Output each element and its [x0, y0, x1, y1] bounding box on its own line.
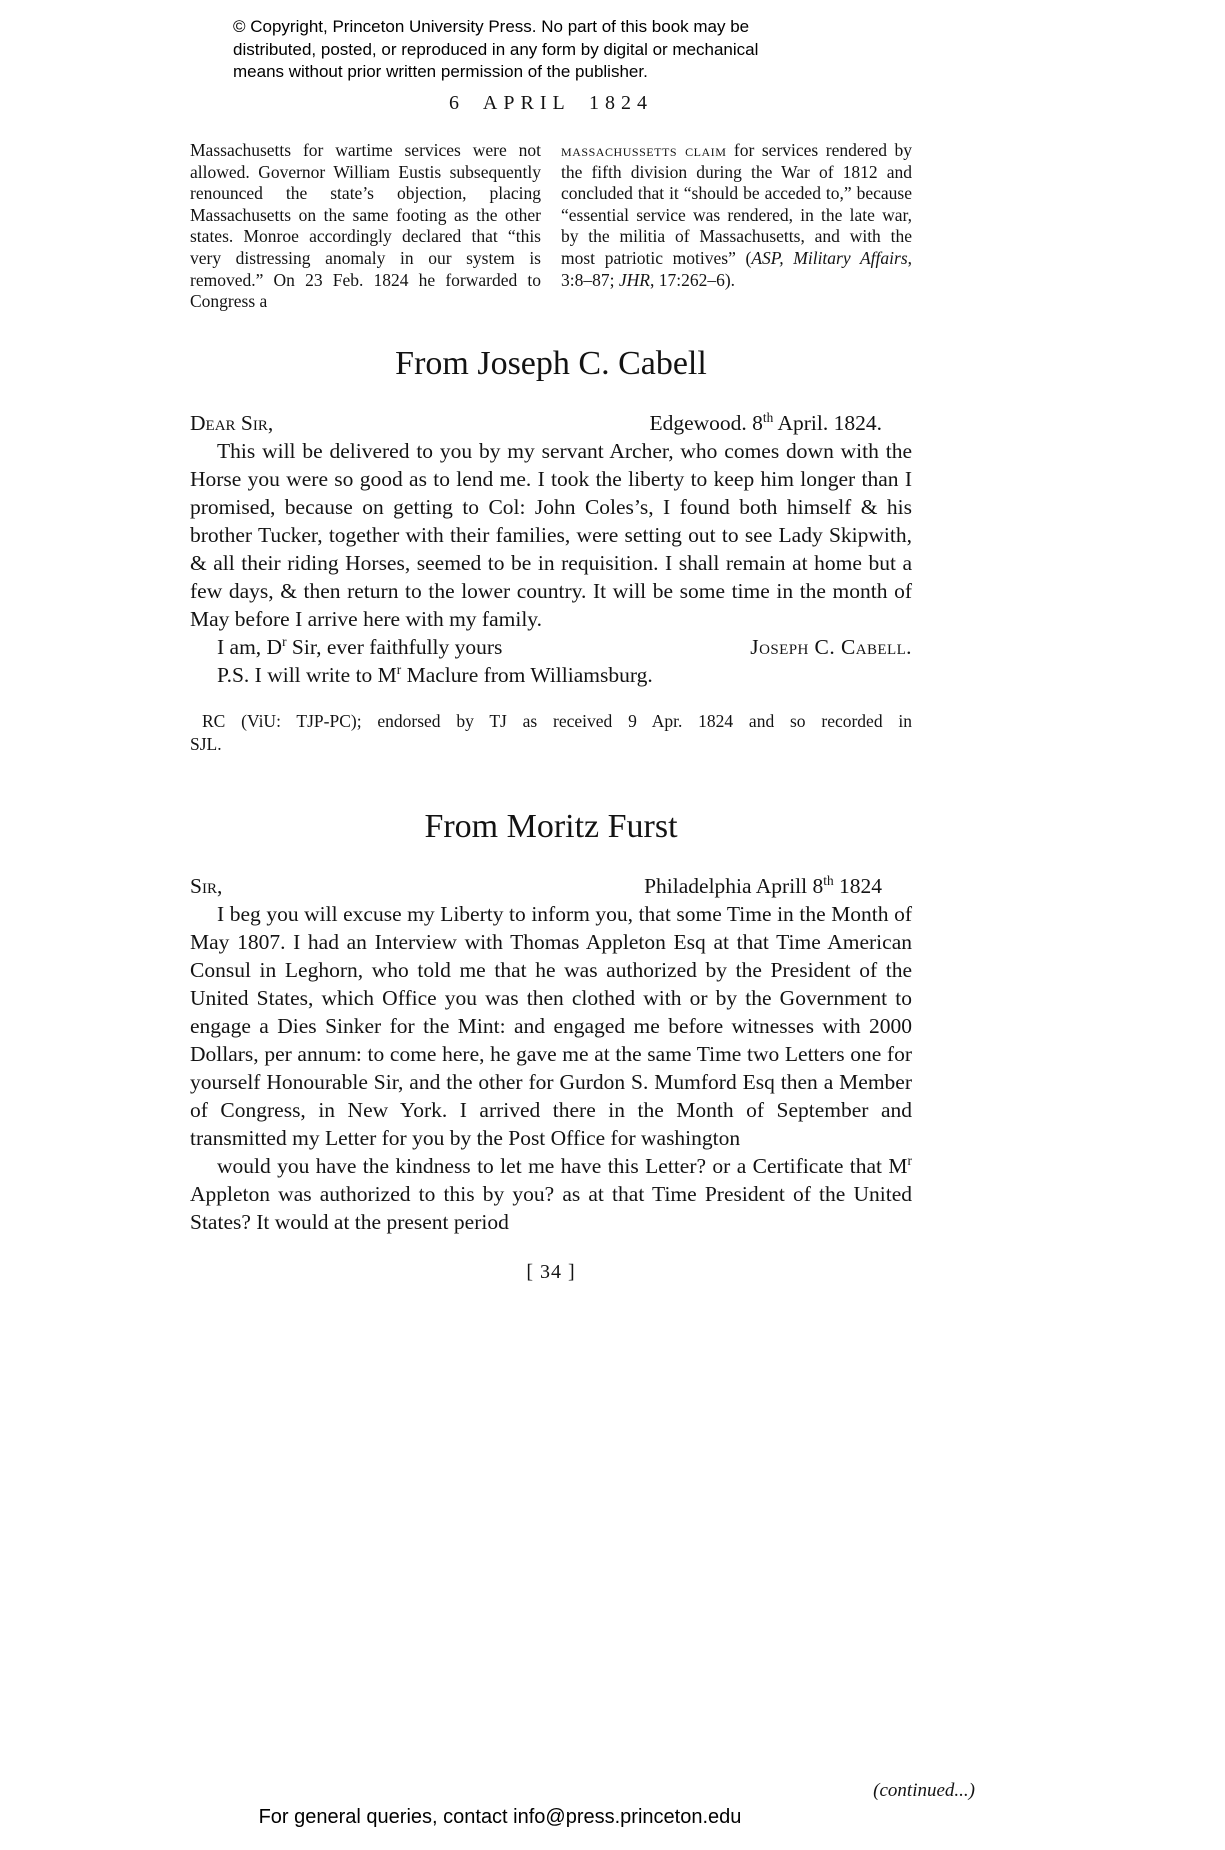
citation-italic: JHR	[618, 269, 650, 290]
page-number: [ 34 ]	[526, 1260, 576, 1283]
furst-salutation-line	[190, 872, 912, 900]
copyright-notice	[233, 16, 758, 84]
cabell-postscript: P.S. I will write to $M^r$ Maclure from Williamsburg.	[217, 661, 653, 687]
annotation-columns	[190, 140, 912, 313]
salutation: Sir,	[190, 873, 223, 898]
dateline: Edgewood. 8th April. 1824.	[649, 409, 882, 435]
ordinal-superscript: r	[396, 661, 402, 677]
closing-phrase: I am, $D^r$ Sir, ever faithfully yours	[217, 633, 503, 659]
annotation-text: , 17:262–6).	[649, 269, 736, 290]
cabell-salutation-line	[190, 409, 912, 437]
provenance-line: SJL.	[190, 733, 222, 754]
furst-letter-body: I beg you will excuse my Liberty to inform you, that some Time in the Month of May 1807. I had an Interview with Thomas Appleton Esq at that Time American Consul in Leghorn, who told me that he was authorized by the President of the United States, which Office you was then clothed with or by the Government to engage a Dies Sinker for the Mint: and engaged me before witnesses with 2000 Dollars, per annum: to come here, he gave me at the same Time two Letters one for yourself Honourable Sir, and the other for Gurdon S. Mumford Esq then a Member of Congress, in New York. I arrived there in the Month of September and transmitted my Letter for you by the Post Office for washington	[190, 901, 912, 1150]
annotation-text: for services rendered by the fifth division during the War of 1812 and concluded that it “should be acceded to,” because “essential service was rendered, in the late war, by the militia of Massachusetts, and with the most patriotic motives” (	[561, 140, 912, 268]
annotation-text: , 3:8–87;	[561, 247, 912, 290]
footer-query-line: For general queries, contact info@press.princeton.edu	[258, 1806, 742, 1828]
provenance-note	[190, 710, 912, 756]
furst-letter-paragraph-2: would you have the kindness to let me have this Letter? or a Certificate that $M^r$ Appleton was authorized to this by you? as at that Time President of the United States? It would at the present period	[190, 1152, 912, 1234]
cabell-closing-line	[190, 633, 912, 661]
letter-heading-cabell: From Joseph C. Cabell	[395, 344, 707, 382]
salutation: Dear Sir,	[190, 410, 274, 435]
annotation-right-column	[561, 140, 912, 313]
continued-note: (continued...)	[873, 1780, 975, 1801]
copyright-line: means without prior written permission of the publisher.	[233, 62, 648, 81]
running-head-date: 6 APRIL 1824	[449, 92, 653, 114]
letter-heading-furst: From Moritz Furst	[424, 807, 678, 845]
signature: Joseph C. Cabell.	[750, 634, 912, 659]
cabell-letter-body: This will be delivered to you by my servant Archer, who comes down with the Horse you were so good as to lend me. I took the liberty to keep him longer than I promised, because on getting to Col: John Coles’s, I found both himself & his brother Tucker, together with their families, were setting out to see Lady Skipwith, & all their riding Horses, seemed to be in requisition. I shall remain at home but a few days, & then return to the lower country. It will be some time in the month of May before I arrive here with my family.	[190, 438, 912, 631]
annotation-left-column: Massachusetts for wartime services were not allowed. Governor William Eustis subsequently renounced the state’s objection, placing Massachusetts on the same footing as the other states. Monroe accordingly declared that “this very distressing anomaly in our system is removed.” On 23 Feb. 1824 he forwarded to Congress a	[190, 140, 541, 312]
ordinal-superscript: th	[762, 409, 774, 425]
ordinal-superscript: th	[823, 872, 834, 888]
text-block	[190, 140, 912, 1286]
citation-italic: ASP, Military Affairs	[751, 247, 908, 268]
ordinal-superscript: r	[907, 1152, 912, 1168]
annotation-lemma: massachussetts claim	[561, 140, 727, 160]
dateline: Philadelphia Aprill 8th 1824	[644, 872, 882, 898]
provenance-line: RC (ViU: TJP-PC); endorsed by TJ as received 9 Apr. 1824 and so recorded in	[202, 710, 912, 731]
copyright-line: distributed, posted, or reproduced in any form by digital or mechanical	[233, 39, 759, 59]
copyright-line: © Copyright, Princeton University Press. No part of this book may be	[233, 17, 750, 36]
ordinal-superscript: r	[282, 633, 287, 649]
